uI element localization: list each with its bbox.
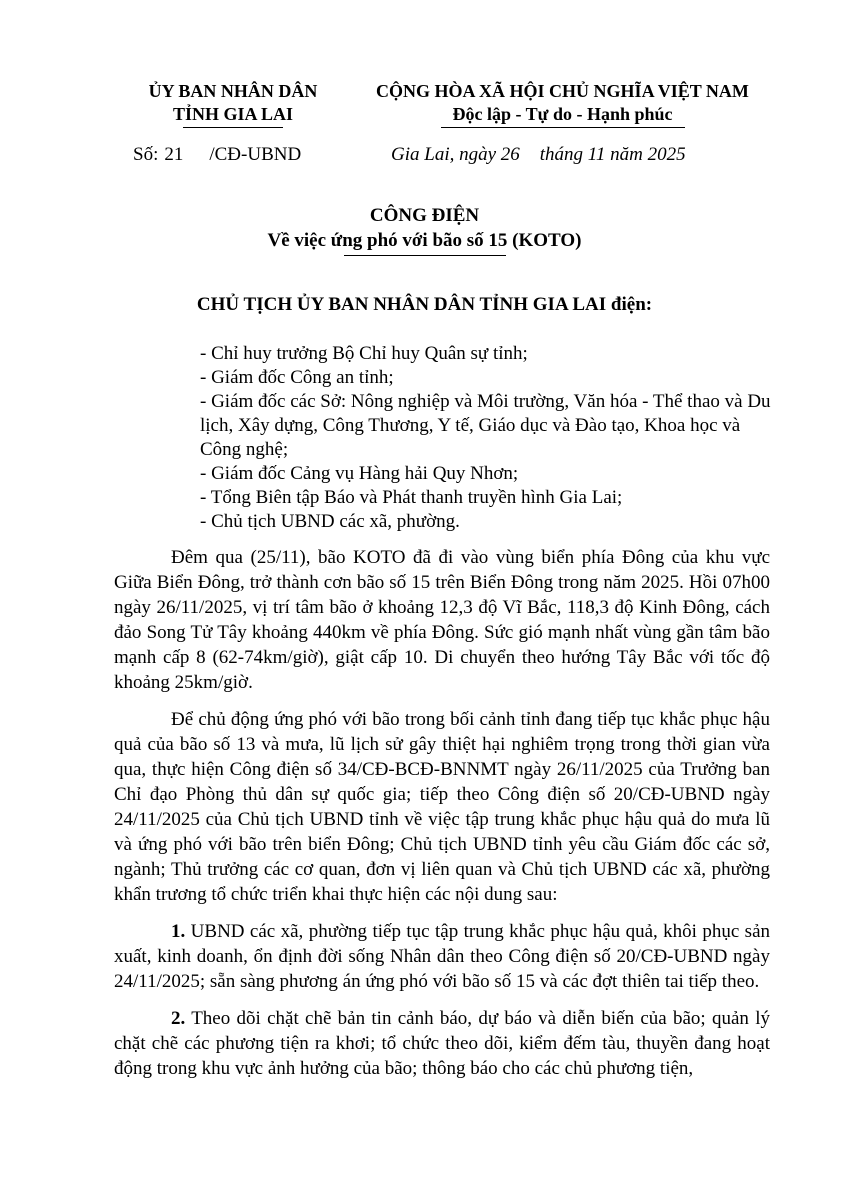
- recipient-item: - Chỉ huy trưởng Bộ Chỉ huy Quân sự tỉnh;: [200, 343, 528, 364]
- agency-line-1: ỦY BAN NHÂN DÂN: [148, 81, 318, 101]
- issuing-agency: [118, 80, 348, 128]
- subject-underline: [344, 255, 506, 256]
- document-title: [0, 203, 849, 256]
- national-header: [355, 80, 770, 128]
- recipient-list: [200, 342, 775, 534]
- body-paragraph-directive: Để chủ động ứng phó với bão trong bối cảnh tỉnh đang tiếp tục khắc phục hậu quả của bão số 13 và mưa, lũ lịch sử gây thiệt hại nghiêm trọng trong thời gian vừa qua, thực hiện Công điện số 34/CĐ-BCĐ-BNNMT ngày 26/11/2025 của Trưởng ban Chỉ đạo Phòng thủ dân sự quốc gia; tiếp theo Công điện số 20/CĐ-UBND ngày 24/11/2025 của Chủ tịch UBND tỉnh về việc tập trung khắc phục hậu quả do mưa lũ và ứng phó với bão trên biển Đông; Chủ tịch UBND tỉnh yêu cầu Giám đốc các sở, ngành; Thủ trưởng các cơ quan, đơn vị liên quan và Chủ tịch UBND các xã, phường khẩn trương tổ chức triển khai thực hiện các nội dung sau:: [114, 709, 770, 905]
- agency-underline: [183, 127, 283, 128]
- recipient-item: - Giám đốc Cảng vụ Hàng hải Quy Nhơn;: [200, 463, 519, 484]
- item-2-number: 2.: [171, 1008, 186, 1029]
- doc-date-part-2: tháng 11 năm 2025: [539, 144, 686, 165]
- doc-date-part-1: Gia Lai, ngày 26: [391, 144, 520, 165]
- body-item-2: [114, 1006, 770, 1081]
- document-number: [133, 144, 301, 166]
- motto-underline: [441, 127, 685, 128]
- body-item-1: [114, 919, 770, 994]
- item-1-text: UBND các xã, phường tiếp tục tập trung khắc phục hậu quả, khôi phục sản xuất, kinh doanh, ổn định đời sống Nhân dân theo Công điện số 20/CĐ-UBND ngày 24/11/2025; sẵn sàng phương án ứng phó với bão số 15 và các đợt thiên tai tiếp theo.: [114, 921, 771, 992]
- recipient-item: - Tổng Biên tập Báo và Phát thanh truyền hình Gia Lai;: [200, 487, 623, 508]
- doc-number-label: Số:: [133, 144, 159, 165]
- doc-type: CÔNG ĐIỆN: [369, 205, 480, 226]
- sender-line: CHỦ TỊCH ỦY BAN NHÂN DÂN TỈNH GIA LAI điện:: [196, 294, 653, 315]
- document-date: [391, 144, 686, 166]
- recipient-item: - Giám đốc các Sở: Nông nghiệp và Môi trường, Văn hóa - Thể thao và Du lịch, Xây dựng, Công Thương, Y tế, Giáo dục và Đào tạo, Khoa học và Công nghệ;: [200, 391, 771, 460]
- nation-line-2: Độc lập - Tự do - Hạnh phúc: [452, 104, 673, 124]
- doc-number-suffix: /CĐ-UBND: [209, 144, 302, 165]
- doc-number-value: 21: [164, 144, 184, 165]
- document-body: [114, 545, 770, 1093]
- body-paragraph-storm-info: Đêm qua (25/11), bão KOTO đã đi vào vùng biển phía Đông của khu vực Giữa Biển Đông, trở thành cơn bão số 15 trên Biển Đông trong năm 2025. Hồi 07h00 ngày 26/11/2025, vị trí tâm bão ở khoảng 12,3 độ Vĩ Bắc, 118,3 độ Kinh Đông, cách đảo Song Tử Tây khoảng 440km về phía Đông. Sức gió mạnh nhất vùng gần tâm bão mạnh cấp 8 (62-74km/giờ), giật cấp 10. Di chuyển theo hướng Tây Bắc với tốc độ khoảng 25km/giờ.: [114, 547, 770, 693]
- item-2-text: Theo dõi chặt chẽ bản tin cảnh báo, dự báo và diễn biến của bão; quản lý chặt chẽ các phương tiện ra khơi; tổ chức theo dõi, kiểm đếm tàu, thuyền đang hoạt động trong khu vực ảnh hưởng của bão; thông báo cho các chủ phương tiện,: [114, 1008, 770, 1079]
- recipient-item: - Chủ tịch UBND các xã, phường.: [200, 511, 460, 532]
- agency-line-2: TỈNH GIA LAI: [172, 104, 294, 124]
- item-1-number: 1.: [171, 921, 186, 942]
- doc-subject: Về việc ứng phó với bão số 15 (KOTO): [267, 230, 582, 251]
- recipient-item: - Giám đốc Công an tỉnh;: [200, 367, 394, 388]
- nation-line-1: CỘNG HÒA XÃ HỘI CHỦ NGHĨA VIỆT NAM: [376, 81, 749, 101]
